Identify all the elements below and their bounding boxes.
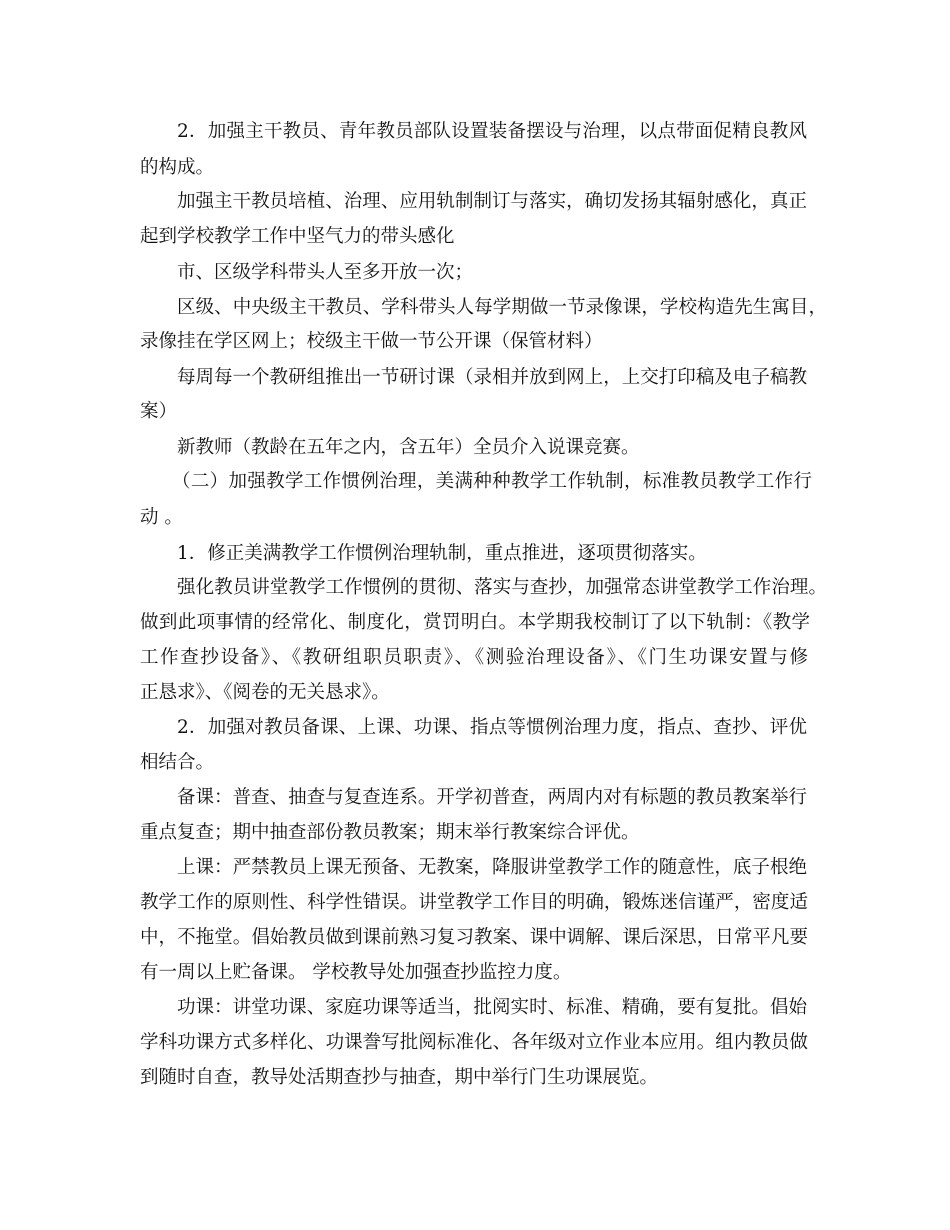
text-line: 功课：讲堂功课、家庭功课等适当，批阅实时、标准、精确，要有复批。倡始: [177, 997, 808, 1018]
text-line: 强化教员讲堂教学工作惯例的贯彻、落实与查抄，加强常态讲堂教学工作治理。: [177, 577, 828, 598]
text-line: 2．加强主干教员、青年教员部队设置装备摆设与治理，以点带面促精良教风: [177, 121, 808, 142]
text-line: 重点复查；期中抽查部份教员教案；期末举行教案综合评优。: [140, 822, 640, 843]
text-line: 加强主干教员培植、治理、应用轨制制订与落实，确切发扬其辐射感化，真正: [177, 191, 808, 212]
text-line: 正恳求》、《阅卷的无关恳求》。: [140, 682, 390, 703]
text-line: 每周每一个教研组推出一节研讨课（录相并放到网上，上交打印稿及电子稿教: [177, 367, 808, 388]
text-line: 1．修正美满教学工作惯例治理轨制，重点推进，逐项贯彻落实。: [177, 543, 707, 564]
text-line: 新教师（教龄在五年之内，含五年）全员介入说课竞赛。: [177, 437, 640, 458]
text-line: 的构成。: [140, 157, 215, 178]
text-line: 动 。: [140, 507, 183, 528]
text-line: 案）: [140, 401, 178, 422]
text-line: 起到学校教学工作中坚气力的带头感化: [140, 226, 455, 247]
text-line: 上课：严禁教员上课无预备、无教案，降服讲堂教学工作的随意性，底子根绝: [177, 857, 808, 878]
text-line: 市、区级学科带头人至多开放一次；: [177, 262, 474, 283]
text-line: 录像挂在学区网上；校级主干做一节公开课（保管材料）: [140, 331, 603, 352]
text-line: 教学工作的原则性、科学性错误。讲堂教学工作目的明确，锻炼迷信谨严，密度适: [140, 892, 809, 913]
text-line: 备课：普查、抽查与复查连系。开学初普查，两周内对有标题的教员教案举行: [177, 787, 808, 808]
text-line: 2．加强对教员备课、上课、功课、指点等惯例治理力度，指点、查抄、评优: [177, 717, 808, 738]
text-line: 到随时自查，教导处活期查抄与抽查，期中举行门生功课展览。: [140, 1067, 659, 1088]
section-heading: （二）加强教学工作惯例治理，美满种种教学工作轨制，标准教员教学工作行: [172, 471, 813, 492]
text-line: 有一周以上贮备课。 学校教导处加强查抄监控力度。: [140, 962, 572, 983]
text-line: 工作查抄设备》、《教研组职员职责》、《测验治理设备》、《门生功课安置与修: [140, 647, 810, 668]
text-line: 相结合。: [140, 752, 215, 773]
text-line: 学科功课方式多样化、功课誊写批阅标准化、各年级对立作业本应用。组内教员做: [140, 1032, 809, 1053]
text-line: 区级、中央级主干教员、学科带头人每学期做一节录像课，学校构造先生寓目，: [177, 297, 828, 318]
text-line: 做到此项事情的经常化、制度化，赏罚明白。本学期我校制订了以下轨制：《教学: [140, 612, 811, 633]
text-line: 中，不拖堂。倡始教员做到课前熟习复习教案、课中调解、课后深思，日常平凡要: [140, 927, 809, 948]
